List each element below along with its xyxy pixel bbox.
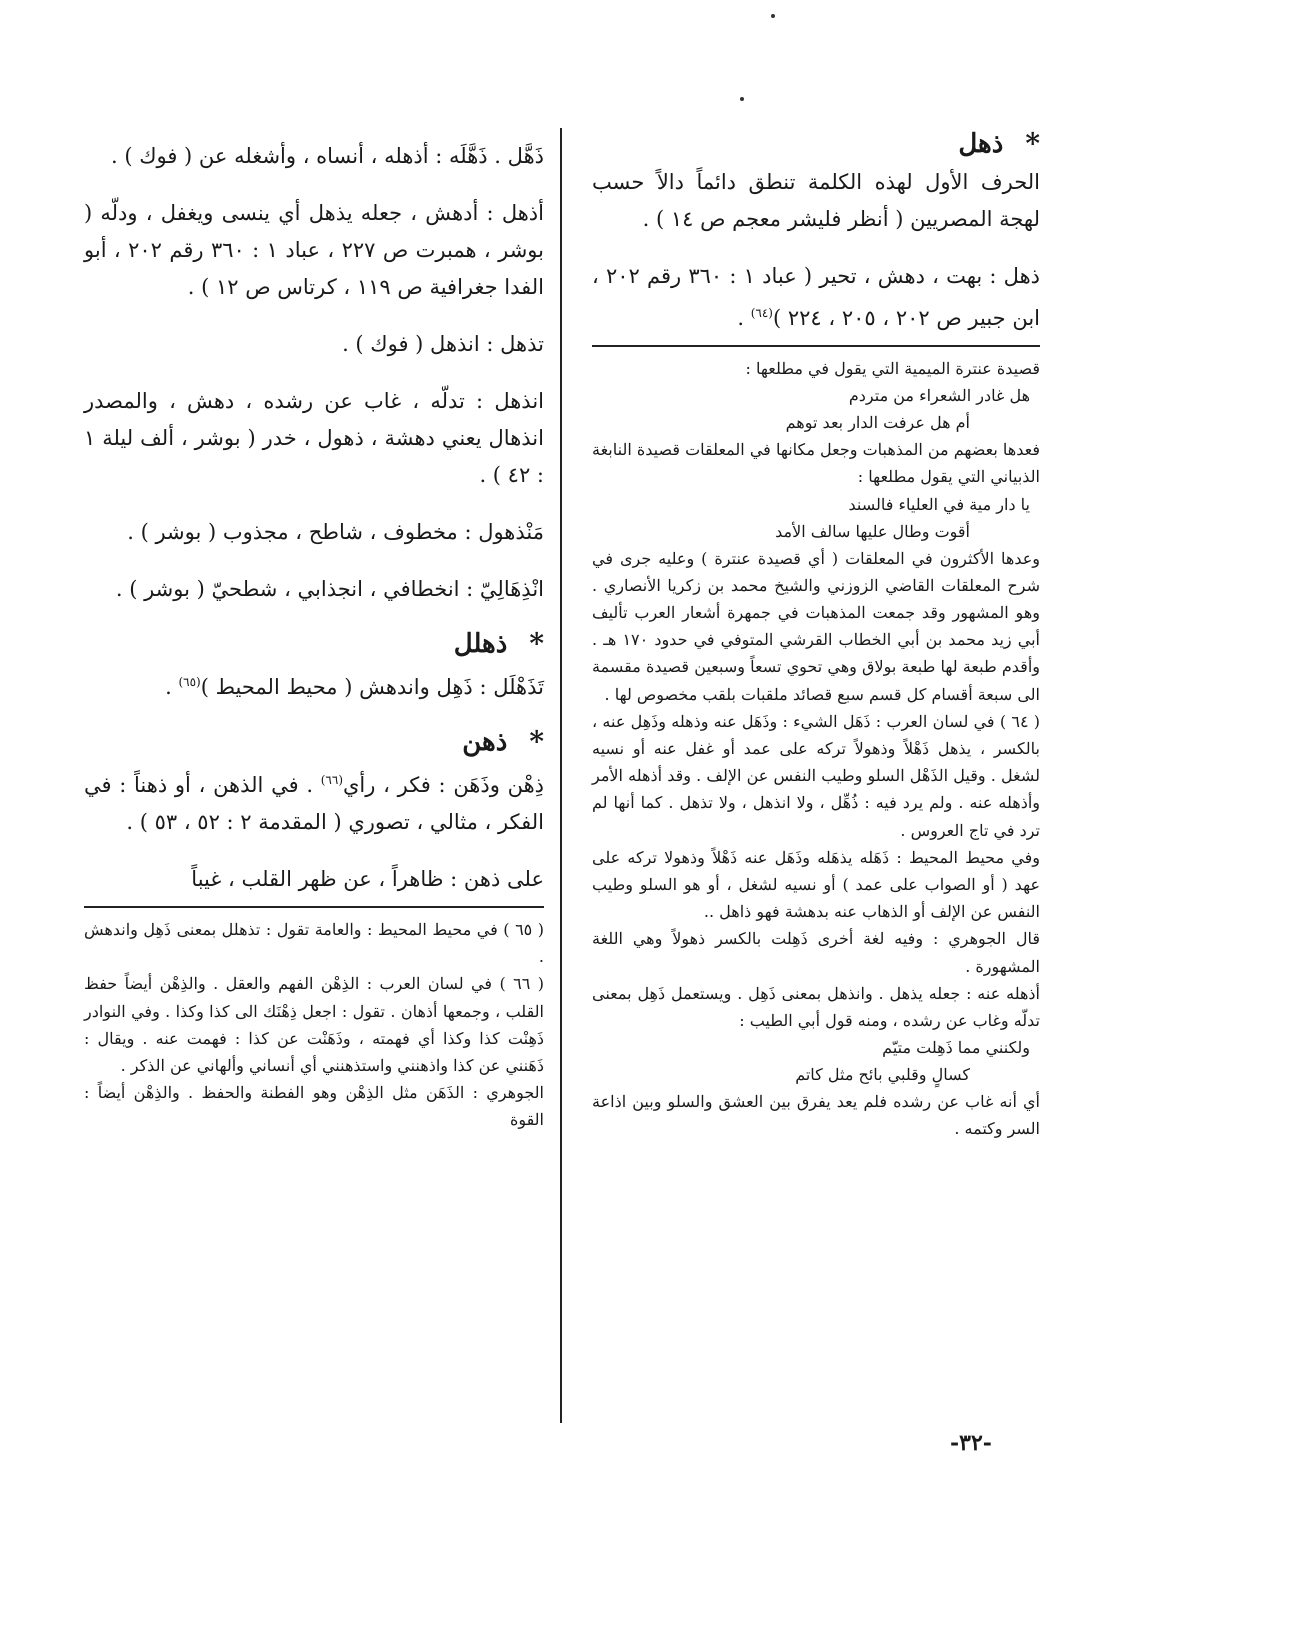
headword: ذهل xyxy=(958,129,1004,159)
right-column xyxy=(592,128,1040,1143)
footnote-line: فعدها بعضهم من المذهبات وجعل مكانها في المعلقات قصيدة النابغة الذبياني التي يقول مطلعها : xyxy=(592,440,1040,487)
footnote-65: ( ٦٥ ) في محيط المحيط : والعامة تقول : تذهلل بمعنى ذَهِل واندهش . xyxy=(84,920,545,967)
footnote-line: وعدها الأكثرون في المعلقات ( أي قصيدة عنترة ) وعليه جرى في شرح المعلقات القاضي الزوزني والشيخ محمد بن زكريا الأنصاري . وهو المشهور وقد جمعت المذهبات في جمهرة أشعار العرب تأليف أبي زيد محمد بن أبي الخطاب القرشي المتوفي في حدود ١٧٠ هـ . وأقدم طبعة لها طبعة بولاق وهي تحوي تسعاً وسبعين قصيدة مقسمة الى سبعة أقسام كل قسم سبع قصائد ملقبات بلقب مخصوص لها . xyxy=(592,548,1040,704)
entry-header-dhll xyxy=(84,628,544,660)
footnote-line: قصيدة عنترة الميمية التي يقول في مطلعها : xyxy=(745,359,1040,378)
footnote-number: ( ٦٥ ) xyxy=(503,920,545,939)
entry-paragraph: انذهل : تدلّه ، غاب عن رشده ، دهش ، والمصدر انذهال يعني دهشة ، ذهول ، خدر ( بوشر ، ألف ليلة ١ : ٤٢ ) . xyxy=(84,389,544,487)
column-divider xyxy=(560,128,562,1423)
entry-star: * xyxy=(1025,127,1040,160)
entry-paragraph: أذهل : أدهش ، جعله يذهل أي ينسى ويغفل ، ودلّه ( بوشر ، همبرت ص ٢٢٧ ، عباد ١ : ٣٦٠ رقم ٢٠٢ ، أبو الفدا جغرافية ص ١١٩ ، كرتاس ص ١٢ ) . xyxy=(84,201,544,299)
footnote-divider xyxy=(84,906,544,908)
footnote-reference: (٦٦) xyxy=(320,773,343,787)
scan-speck xyxy=(740,97,744,101)
footnote-number: ( ٦٤ ) xyxy=(999,711,1041,731)
scan-speck xyxy=(771,14,775,18)
entry-star: * xyxy=(529,725,544,758)
verse-line: يا دار مية في العلياء فالسند xyxy=(848,494,1030,514)
footnote-divider xyxy=(592,345,1040,347)
entry-star: * xyxy=(529,627,544,660)
verse-line: هل غادر الشعراء من متردم xyxy=(848,386,1030,406)
entry-paragraph: على ذهن : ظاهراً ، عن ظهر القلب ، غيباً xyxy=(191,867,544,891)
left-column xyxy=(84,138,544,1134)
entry-paragraph: تَذَهْلَل : ذَهِل واندهش ( محيط المحيط )$^{(٦٥)}$ . xyxy=(165,675,544,699)
footnote-number: ( ٦٦ ) xyxy=(499,974,545,994)
headword: ذهن xyxy=(462,727,508,757)
entry-paragraph: تذهل : انذهل ( فوك ) . xyxy=(342,332,544,356)
verse-line: ولكنني مما ذَهِلت متيّم xyxy=(882,1038,1030,1058)
headword: ذهلل xyxy=(453,629,508,659)
footnote-line: أي أنه غاب عن رشده فلم يعد يفرق بين العشق والسلو وبين اذاعة السر وكتمه . xyxy=(592,1092,1040,1139)
entry-header-dhl xyxy=(592,128,1040,160)
entry-paragraph: الحرف الأول لهذه الكلمة تنطق دائماً دالاً حسب لهجة المصريين ( أنظر فليشر معجم ص ١٤ ) . xyxy=(592,170,1040,231)
entry-header-dhn xyxy=(84,726,544,758)
footnote-reference: (٦٥) xyxy=(178,675,201,689)
footnote-reference: (٦٤) xyxy=(750,306,773,320)
footnote-64: ( ٦٤ ) في لسان العرب : ذَهَل الشيء : وذَهَل عنه وذهله وذَهِل عنه ، بالكسر ، يذهل ذَهْلاً وذهولاً تركه على عمد أو غفل عنه أو نسيه لشغل . وقيل الذَهْل السلو وطيب النفس عن الإلف . وقد أذهله الأمر وأذهله عنه . ولم يرد فيه : ذُهِّل ، ولا انذهل ، ولا تذهل . كما أنها لم ترد في تاج العروس . xyxy=(592,711,1041,840)
footnote-66: ( ٦٦ ) في لسان العرب : الذِهْن الفهم والعقل . والذِهْن أيضاً حفظ القلب ، وجمعها أذهان . تقول : اجعل ذِهْنَك الى كذا وكذا . وفي النوادر ذَهِنْت كذا وكذا أي فهمته ، وذَهَنْت عن كذا : فهمت عنه . ويقال : ذَهَنني عن كذا واذهنني واستذهنني أي أنساني وألهاني عن الذكر . xyxy=(84,974,545,1076)
verse-line: أقوت وطال عليها سالف الأمد xyxy=(775,521,970,541)
page-number: -٣٢- xyxy=(950,1430,992,1456)
verse-line: كسالٍ وقلبي بائح مثل كاتم xyxy=(795,1065,970,1085)
entry-paragraph: ذهل : بهت ، دهش ، تحير ( عباد ١ : ٣٦٠ رقم ٢٠٢ ، ابن جبير ص ٢٠٢ ، ٢٠٥ ، ٢٢٤ )$^{(٦٤)}$ . xyxy=(592,264,1040,330)
entry-paragraph: ذِهْن وذَهَن : فكر ، رأي$^{(٦٦)}$ . في الذهن ، أو ذهناً : في الفكر ، مثالي ، تصوري ( المقدمة ٢ : ٥٢ ، ٥٣ ) . xyxy=(84,773,544,834)
verse-line: أم هل عرفت الدار بعد توهم xyxy=(785,413,970,433)
footnote-line: الجوهري : الذَهَن مثل الذِهْن وهو الفطنة والحفظ . والذِهْن أيضاً : القوة xyxy=(84,1083,544,1130)
entry-paragraph: مَنْذهول : مخطوف ، شاطح ، مجذوب ( بوشر ) . xyxy=(127,520,544,544)
footnote-line: وفي محيط المحيط : ذَهَله يذهَله وذَهَل عنه ذَهْلاً وذهولا تركه على عهد ( أو الصواب على عمد ) أو نسيه لشغل ، أو هو السلو وطيب النفس عن الإلف أو الذهاب عنه بدهشة فهو ذاهل .. xyxy=(592,847,1040,922)
entry-paragraph: انْذِهَالِيّ : انخطافي ، انجذابي ، شطحيّ ( بوشر ) . xyxy=(115,577,544,601)
footnote-line: أذهله عنه : جعله يذهل . وانذهل بمعنى ذَهِل . ويستعمل ذَهِل بمعنى تدلّه وغاب عن رشده ، ومنه قول أبي الطيب : xyxy=(592,983,1040,1031)
entry-paragraph: ذَهَّل . ذَهَّلَه : أذهله ، أنساه ، وأشغله عن ( فوك ) . xyxy=(110,144,544,168)
footnote-line: قال الجوهري : وفيه لغة أخرى ذَهِلت بالكسر ذهولاً وهي اللغة المشهورة . xyxy=(592,929,1040,976)
